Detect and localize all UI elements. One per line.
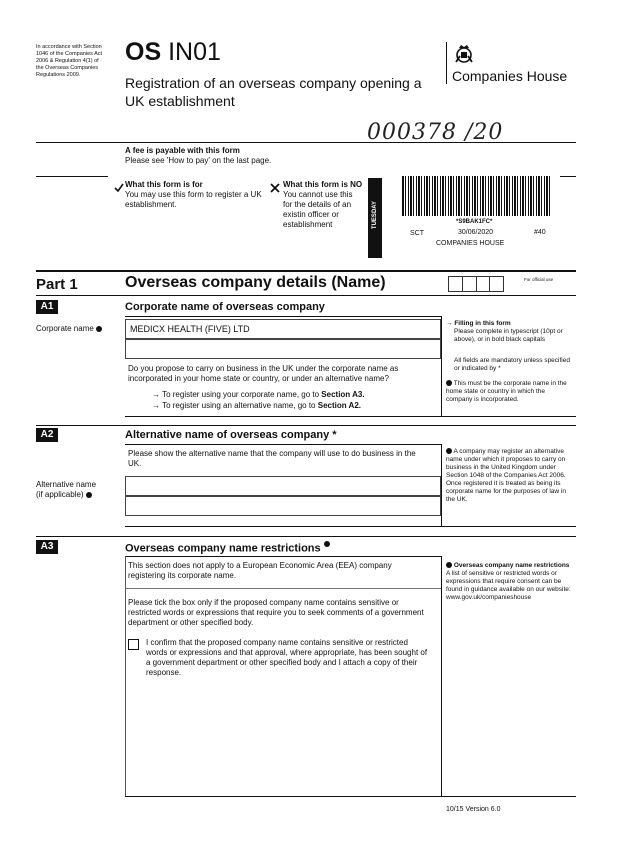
- numbered-circle-icon: [446, 380, 452, 386]
- numbered-circle-icon: [96, 326, 102, 332]
- right-arrow-icon: →: [152, 390, 160, 399]
- alternative-name-field[interactable]: [125, 476, 441, 496]
- part-label: Part 1: [36, 276, 78, 293]
- section-a3-badge: A3: [36, 540, 58, 554]
- form-not-for-text: You cannot use this for the details of an existin officer or establishment: [283, 190, 353, 229]
- a1-note-filling: → Filling in this form Please complete in typescript (10pt or above), or in bold black capitals: [446, 320, 563, 343]
- a3-confirm-text: I confirm that the proposed company name contains sensitive or restricted words or expressions and that approval, where appropriate, has been sought of a government department or other specified body and I attach a copy of their response.: [146, 638, 428, 677]
- a2-note: A company may register an alternative name under which it proposes to carry on business in the United Kingdom under Section 1048 of the Companies Act 2006. Once registered it is treated as being its corporate name for the purposes of law in the UK.: [446, 448, 566, 503]
- form-code-number: IN01: [168, 38, 221, 66]
- tick-icon: [114, 180, 124, 198]
- a2-instruction: Please show the alternative name that the company will use to do business in the UK.: [128, 449, 416, 468]
- stamp-date: 30/06/2020: [458, 229, 494, 236]
- stamp-office: COMPANIES HOUSE: [436, 240, 505, 247]
- cross-icon: [270, 180, 280, 198]
- fee-title: A fee is payable with this form: [125, 146, 240, 155]
- corporate-name-field-line-2[interactable]: [125, 339, 441, 359]
- a3-note: Overseas company name restrictions A list of sensitive or restricted words or expressions that require consent can be found in guidance available on our website: www.gov.uk/companieshouse: [446, 562, 571, 601]
- section-a1-badge: A1: [36, 300, 58, 314]
- stamp-code: *S9BAK1FC*: [456, 219, 493, 225]
- official-use-label: For official use: [524, 277, 554, 282]
- royal-crest-icon: [452, 42, 476, 71]
- form-code-prefix: OS: [125, 38, 162, 66]
- part-title: Overseas company details (Name): [125, 274, 386, 291]
- stamp-day-text: TUESDAY: [372, 200, 378, 230]
- stamp-day-bar: [368, 178, 382, 258]
- corporate-name-value: MEDICX HEALTH (FIVE) LTD: [130, 324, 250, 334]
- form-for-title: What this form is for: [125, 180, 203, 189]
- numbered-circle-icon: [446, 448, 452, 454]
- a1-option-corporate: → To register using your corporate name, go to Section A3.: [152, 390, 365, 399]
- version-footer: 10/15 Version 6.0: [446, 806, 501, 813]
- numbered-circle-icon: [446, 562, 452, 568]
- stamp-barcode: [402, 176, 552, 216]
- a3-confirm-checkbox[interactable]: [128, 639, 139, 650]
- corporate-name-field[interactable]: [125, 319, 441, 339]
- form-for-text: You may use this form to register a UK establishment.: [125, 190, 262, 209]
- alternative-name-label: Alternative name (if applicable): [36, 480, 97, 499]
- a1-note-corporate-name: This must be the corporate name in the home state or country in which the company is incorporated.: [446, 380, 567, 403]
- a1-option-alternative: → To register using an alternative name, go to Section A2.: [152, 401, 362, 410]
- a3-intro: This section does not apply to a European Economic Area (EEA) company registering its corporate name.: [128, 561, 392, 580]
- numbered-circle-icon: [86, 492, 92, 498]
- a3-instruction: Please tick the box only if the proposed company name contains sensitive or restricted words or expressions that require you to seek comments of a government department or other specified body.: [128, 598, 424, 627]
- alternative-name-field-line-2[interactable]: [125, 496, 441, 516]
- corporate-name-label: Corporate name: [36, 324, 102, 334]
- handwritten-reference: 000378 /20: [367, 120, 504, 145]
- section-a3-title: Overseas company name restrictions: [125, 541, 330, 555]
- stamp-number: #40: [534, 229, 546, 236]
- stamp-region: SCT: [410, 230, 424, 237]
- right-arrow-icon: →: [446, 320, 453, 327]
- form-not-for-title: What this form is NO: [283, 180, 363, 189]
- form-title: Registration of an overseas company opening a UK establishment: [125, 75, 422, 109]
- section-a1-title: Corporate name of overseas company: [125, 301, 325, 313]
- section-a2-title: Alternative name of overseas company *: [125, 429, 337, 441]
- right-arrow-icon: →: [152, 401, 160, 410]
- a1-question: Do you propose to carry on business in the UK under the corporate name as incorporated in your home state or country, or under an alternative name?: [128, 364, 399, 383]
- section-a2-badge: A2: [36, 428, 58, 442]
- fee-text: Please see 'How to pay' on the last page.: [125, 156, 272, 165]
- brand-name: Companies House: [452, 68, 568, 84]
- legal-note: In accordance with Section 1046 of the Companies Act 2006 & Regulation 4(1) of the Overseas Companies Regulations 2009.: [36, 44, 103, 78]
- a1-note-mandatory: All fields are mandatory unless specified or indicated by *: [454, 357, 570, 372]
- official-use-boxes: [448, 276, 504, 292]
- numbered-circle-icon: [324, 541, 330, 547]
- form-code: [125, 38, 221, 66]
